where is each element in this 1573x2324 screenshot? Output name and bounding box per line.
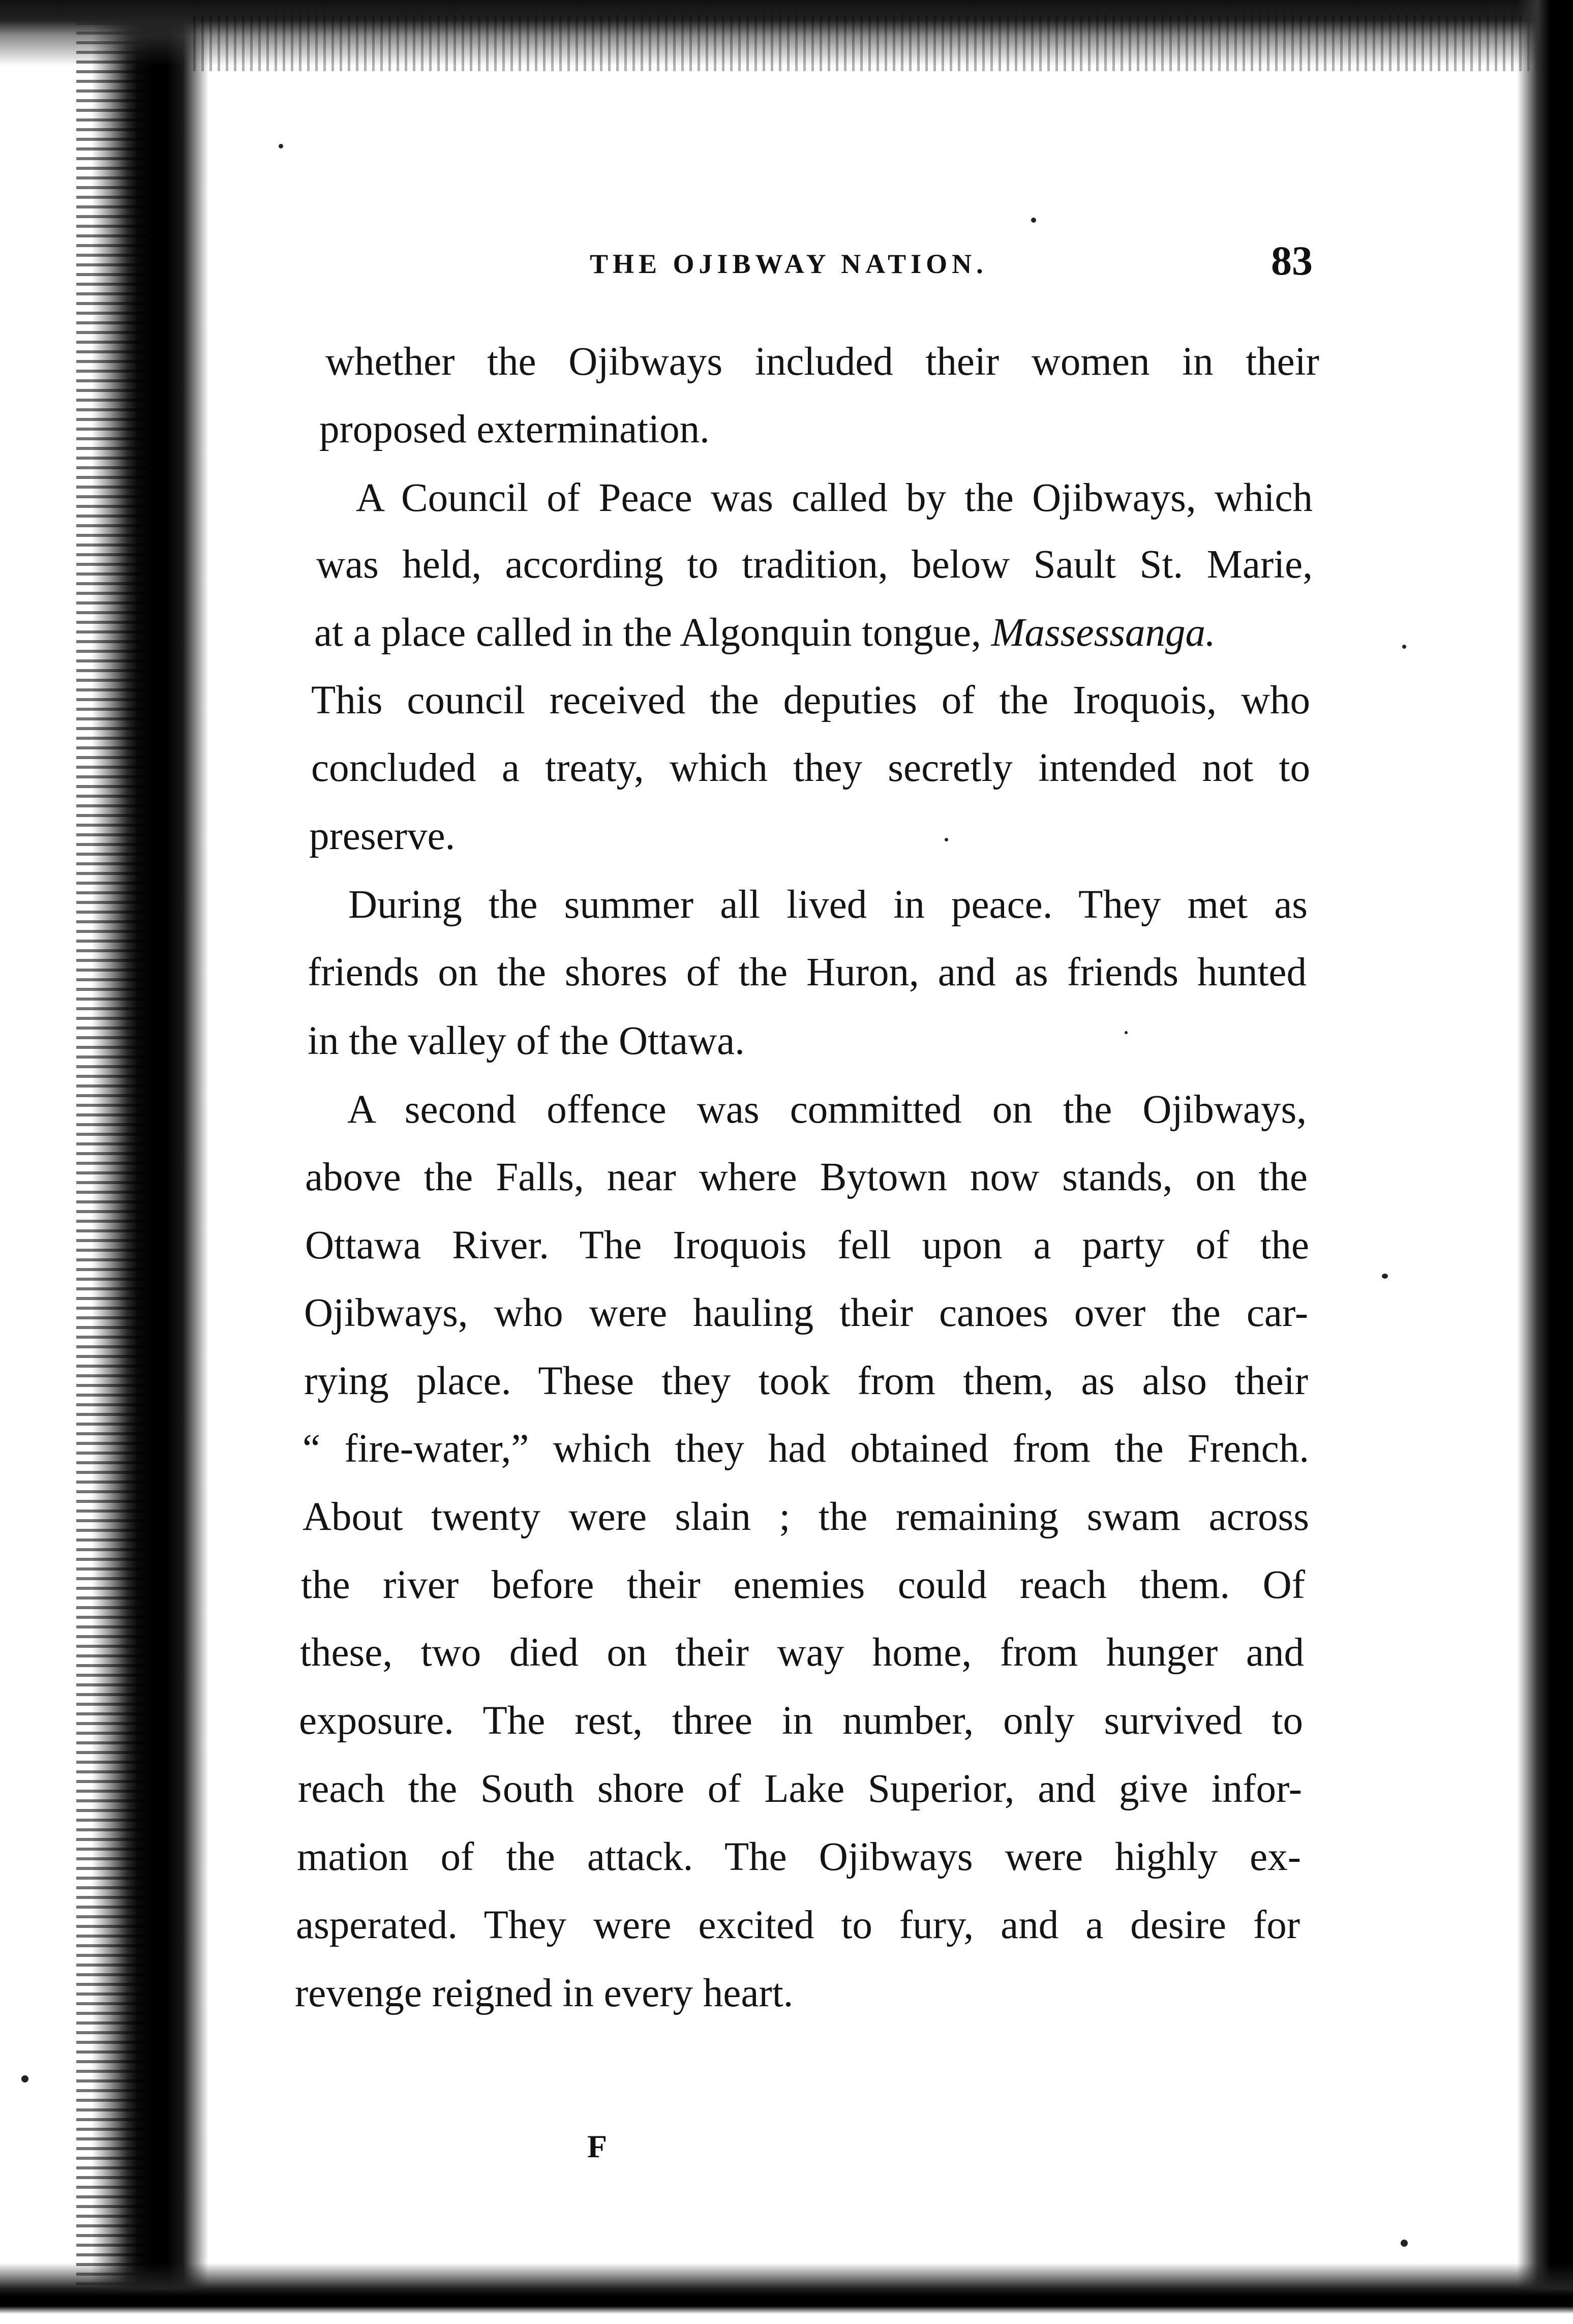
text-line: During the summer all lived in peace. They met as [348, 883, 1308, 927]
text-line [314, 613, 1311, 653]
text-line: Ottawa River. The Iroquois fell upon a party of the [305, 1223, 1309, 1267]
running-head: THE OJIBWAY NATION. [590, 249, 988, 279]
text-line: mation of the attack. The Ojibways were highly ex- [297, 1835, 1301, 1879]
text-line: revenge reigned in every heart. [295, 1971, 794, 2015]
text-line: these, two died on their way home, from hunger and [300, 1631, 1304, 1675]
text-line: above the Falls, near where Bytown now stands, on the [305, 1155, 1308, 1199]
speck [1031, 218, 1036, 223]
italic-place-name: Massessanga. [991, 611, 1216, 655]
speck [279, 144, 283, 148]
speck [1402, 645, 1406, 649]
text-line: proposed extermination. [319, 407, 710, 451]
text-line-start: at a place called in the Algonquin tongue, [314, 611, 981, 655]
text-line: concluded a treaty, which they secretly intended not to [311, 746, 1310, 790]
bottom-scan-edge [0, 2263, 1573, 2324]
text-line: preserve. [309, 814, 456, 858]
page-number: 83 [1271, 237, 1313, 284]
text-line: whether the Ojibways included their women in their [325, 340, 1319, 384]
top-scan-texture [193, 15, 1573, 71]
speck [21, 2075, 28, 2082]
text-line: A second offence was committed on the Ojibways, [347, 1088, 1307, 1132]
text-line: “ fire-water,” which they had obtained from the French. [302, 1427, 1309, 1471]
signature-mark: F [587, 2128, 608, 2164]
right-scan-edge [1517, 0, 1573, 2324]
text-line: A Council of Peace was called by the Ojibways, which [356, 476, 1313, 520]
text-line: the river before their enemies could reach them. Of [301, 1563, 1305, 1607]
speck [1401, 2240, 1408, 2247]
text-line: Ojibways, who were hauling their canoes over the car- [304, 1291, 1308, 1335]
binding-texture [76, 0, 147, 2324]
text-line: in the valley of the Ottawa. [308, 1019, 745, 1063]
text-line: friends on the shores of the Huron, and as friends hunted [308, 950, 1307, 994]
text-line: asperated. They were excited to fury, and a desire for [296, 1903, 1300, 1947]
text-line: was held, according to tradition, below Sault St. Marie, [316, 542, 1313, 587]
speck [1382, 1274, 1388, 1279]
speck [945, 838, 948, 841]
text-line: About twenty were slain ; the remaining swam across [302, 1495, 1309, 1539]
speck [1125, 1031, 1128, 1034]
text-line: exposure. The rest, three in number, only survived to [299, 1699, 1303, 1743]
text-line: rying place. These they took from them, as also their [304, 1359, 1308, 1403]
text-line: This council received the deputies of the Iroquois, who [311, 678, 1310, 722]
text-line: reach the South shore of Lake Superior, and give infor- [298, 1767, 1302, 1811]
